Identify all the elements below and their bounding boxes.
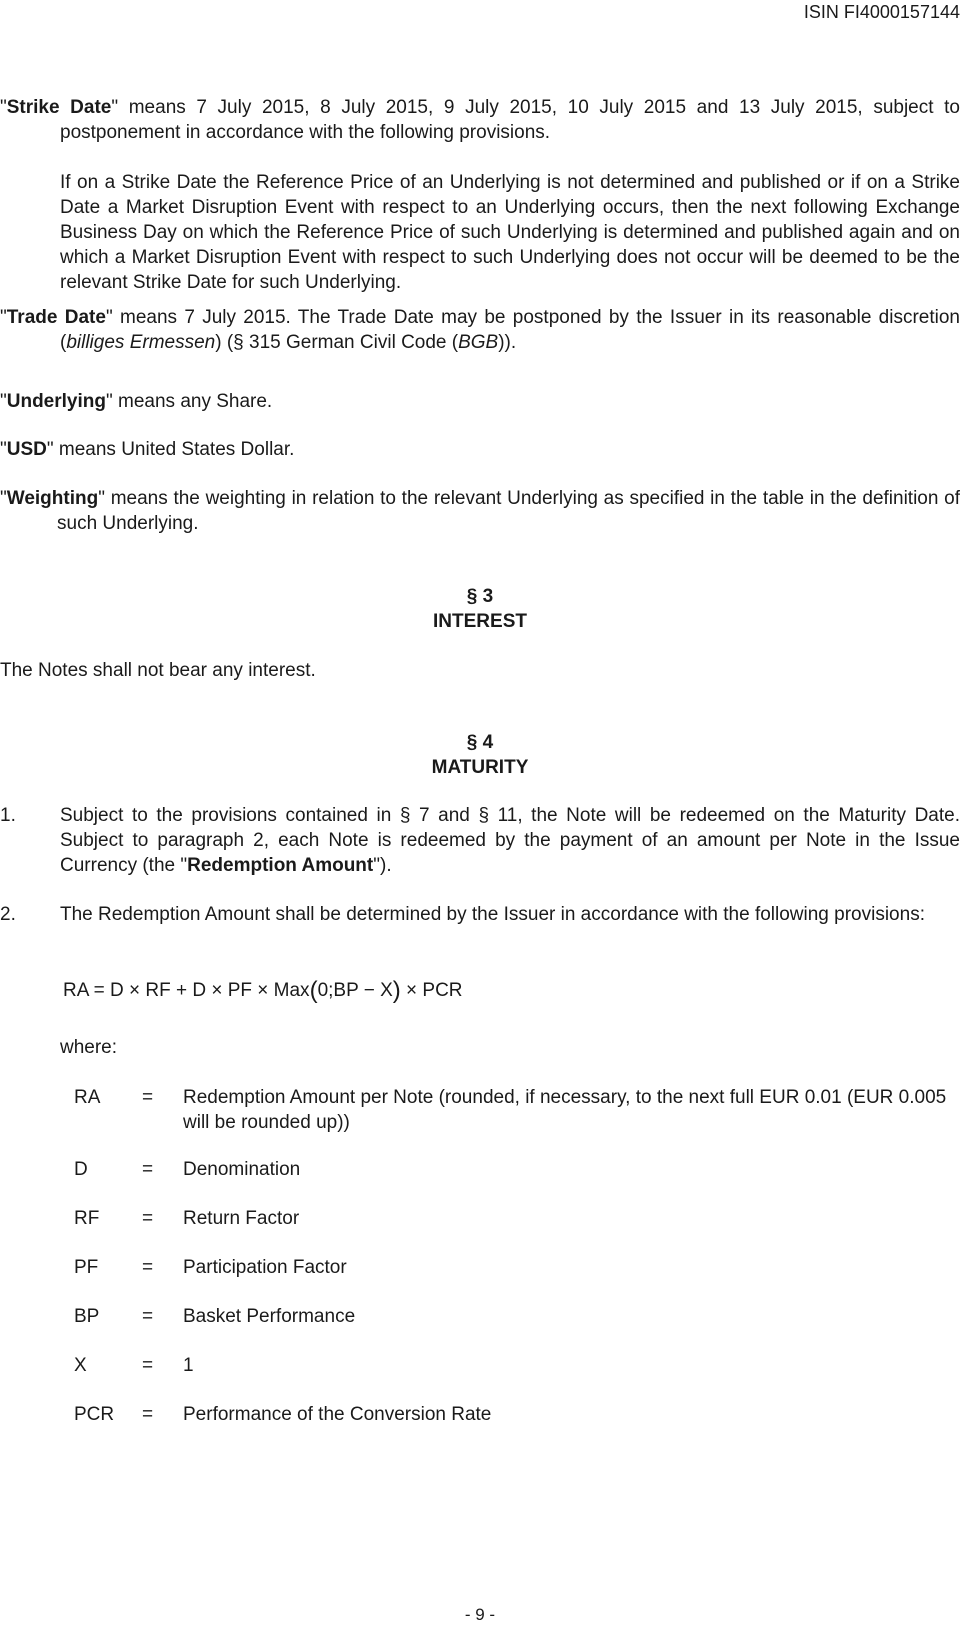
definition-symbol: RA [74, 1087, 101, 1108]
definition-text: Return Factor [183, 1208, 300, 1229]
strike-date-postponement-paragraph: If on a Strike Date the Reference Price of an Underlying is not determined and published or if on a Strike Date a Market Disruption Event with respect to an Underlying occurs, then the next following Exchange Business Day on which the Reference Price of such Underlying is determined and published again and on which a Market Disruption Event with respect to such Underlying does not occur will be deemed to be the relevant Strike Date for such Underlying. [60, 172, 960, 293]
strike-date-term: Strike Date [6, 97, 112, 118]
section-3-title: INTEREST [433, 611, 527, 632]
equals-sign: = [142, 1159, 154, 1180]
redemption-formula: RA = D × RF + D × PF × Max(0;BP − X) × PCR [63, 977, 463, 1004]
definition-text: Participation Factor [183, 1257, 347, 1278]
section-4-number: § 4 [466, 732, 494, 753]
definition-symbol: X [74, 1355, 87, 1376]
definition-text: 1 [183, 1355, 194, 1376]
section-3-text: The Notes shall not bear any interest. [0, 660, 316, 681]
document-identifier: ISIN FI4000157144 [803, 2, 960, 22]
underlying-definition: "Underlying" means any Share. [0, 391, 273, 412]
definition-text: Denomination [183, 1159, 301, 1180]
equals-sign: = [142, 1306, 154, 1327]
where-label: where: [60, 1037, 118, 1058]
equals-sign: = [142, 1087, 154, 1108]
definition-text: Basket Performance [183, 1306, 356, 1327]
section-4-heading [380, 730, 580, 780]
definition-symbol: PCR [74, 1404, 115, 1425]
definition-symbol: BP [74, 1306, 100, 1327]
definition-symbol: PF [74, 1257, 99, 1278]
equals-sign: = [142, 1257, 154, 1278]
usd-term: USD [6, 439, 47, 460]
maturity-paragraph-2: 2. The Redemption Amount shall be determined by the Issuer in accordance with the following provisions: [0, 904, 925, 925]
paragraph-number: 2. [0, 904, 16, 925]
definition-text: Redemption Amount per Note (rounded, if necessary, to the next full EUR 0.01 (EUR 0.005 will be rounded up)) [183, 1087, 947, 1133]
section-3-number: § 3 [466, 586, 494, 607]
strike-date-definition: "Strike Date" means 7 July 2015, 8 July 2015, 9 July 2015, 10 July 2015 and 13 July 2015, subject to postponement in accordance with the following provisions. [0, 97, 960, 143]
strike-date-text: means 7 July 2015, 8 July 2015, 9 July 2015, 10 July 2015 and 13 July 2015, subject to postponement in accordance with the following provisions. [60, 97, 960, 143]
equals-sign: = [142, 1355, 154, 1376]
paragraph-number: 1. [0, 805, 16, 826]
equals-sign: = [142, 1208, 154, 1229]
trade-date-term: Trade Date [6, 307, 106, 328]
weighting-definition: "Weighting" means the weighting in relation to the relevant Underlying as specified in the table in the definition of such Underlying. [0, 488, 960, 534]
underlying-term: Underlying [6, 391, 106, 412]
definition-symbol: RF [74, 1208, 100, 1229]
definition-symbol: D [74, 1159, 88, 1180]
maturity-paragraph-1: 1. Subject to the provisions contained in § 7 and § 11, the Note will be redeemed on the Maturity Date. Subject to paragraph 2, each Note is redeemed by the payment of an amount per Note in the Issue Currency (the "Redemption Amount"). [0, 805, 960, 876]
weighting-term: Weighting [6, 488, 99, 509]
section-3-heading [380, 584, 580, 634]
definition-text: Performance of the Conversion Rate [183, 1404, 492, 1425]
usd-definition: "USD" means United States Dollar. [0, 439, 295, 460]
redemption-amount-term: Redemption Amount [187, 855, 374, 876]
page-number: - 9 - [464, 1605, 496, 1624]
section-4-title: MATURITY [431, 757, 529, 778]
equals-sign: = [142, 1404, 154, 1425]
trade-date-definition: "Trade Date" means 7 July 2015. The Trade Date may be postponed by the Issuer in its reasonable discretion (billiges Ermessen) (§ 315 German Civil Code (BGB)). [0, 307, 960, 353]
